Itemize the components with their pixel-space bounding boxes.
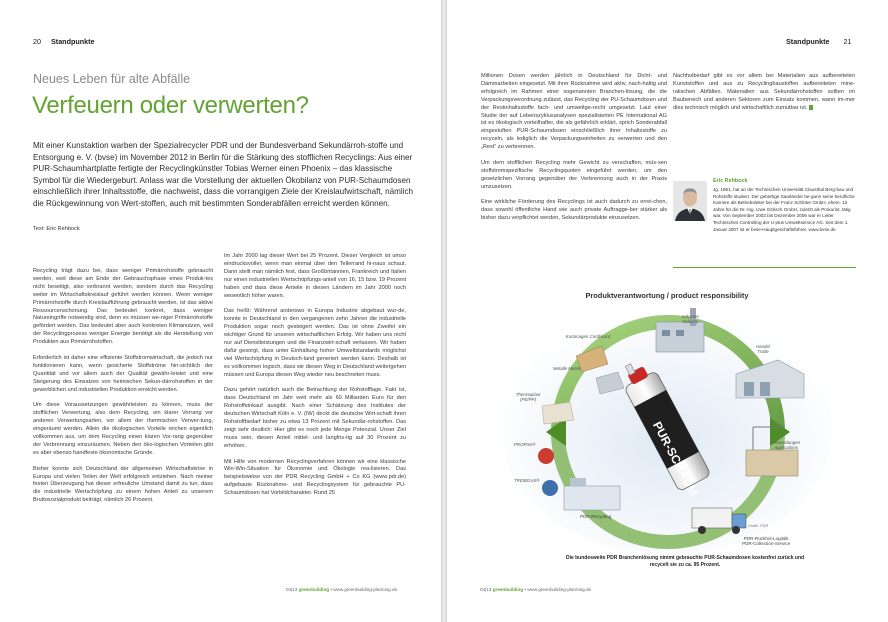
footer-issue: 04|13 (286, 587, 298, 592)
body-column-b (224, 253, 406, 506)
footer-issue: 04|13 (480, 587, 492, 592)
right-folio (786, 37, 852, 46)
label-anwendungen: Anwendungen Applications (772, 440, 801, 450)
diagram-credit: Grafik: PDR (748, 524, 769, 528)
paragraph: Dazu gehört natürlich auch die Betrachtung der Rohstofflage. Fakt ist, dass Deutschland im Jahr weit mehr als 60 Milliarden Euro für den Rohstoffeinkauf ausgibt. Nach einer Schätzung des Institutes der deutschen Wirtschaft Köln e. V. (IW) deckt die deutsche Wirt-schaft ihren Rohstoffbedarf bisher zu etwa 13 Prozent mit Sekundär-rohstoffen. Das zeigt sehr deutlich: Hier gibt es noch jede Menge Potenzial. Unser Ziel muss sein, diesen Anteil mittel- und langfris-tig auf 30 Prozent zu erhöhen. (224, 387, 406, 449)
paragraph: Recycling trägt dazu bei, dass weniger Primärrohstoffe gebraucht werden, weil diese am Ende der Gebrauchsphase eines Produk-tes nicht beseitigt, also verbrannt werden, sondern durch das Recycling weiter im Wirtschaftskreislauf geführt werden können. Wenn weniger Primärrohstoffe durch Kreislaufführung gebraucht werden, ist das aktive Ressourcenschonung. Das bedeutet konkret, dass weniger Natureingriffe notwendig sind, denn es müssen we-niger Primärrohstoffe gefördert werden. Das bedeutet aber auch konkreten Klimanutzen, weil der Recyclingprozess weniger Energie benötigt als die Herstellung von Produkten aus Primärrohstoffen. (33, 268, 213, 346)
body-column-d (673, 73, 855, 120)
paragraph: Das heißt: Während anderswo in Europa Industrie abgebaut wur-de, konnte in Deutschland in den vergangenen zehn Jahren die industrielle Produktion sogar noch gesteigert werden. Das ist ohne Zweifel ein wichtiger Grund für unseren wirtschaftlichen Erfolg. Wir haben uns nicht nur auf Dienstleistungen und die Finanzwirt-schaft verlassen. Wir haben dafür gesorgt, dass unter Einhaltung hoher Umweltstandards möglichst viel Wertschöpfung in Deutsch-land generiert werden kann. Deshalb ist es vollkommen logisch, dass wir diesen Weg in Deutschland weitergehen müssen und Europa diesen Weg wieder neu beschreiten muss. (224, 308, 406, 378)
product-responsibility-diagram (478, 282, 856, 570)
right-section-label: Standpunkte (786, 37, 830, 46)
diagram-title: Produktverantwortung / product responsibility (585, 291, 749, 300)
left-page-number: 20 (33, 37, 41, 46)
author-credit: Text: Eric Rehbock (33, 226, 80, 232)
end-mark (809, 105, 813, 110)
bio-text: Jg. 1961, hat an der Technischen Universität Clausthal Berg-bau und Rohstoffe studiert. Der gebürtige Saarländer be-gann seine berufliche Karriere als Betriebsleiter bei der Franz Schlüter GmbH, ehem. 12 Jahre für die Dr.-Ing. Uwe Görisch GmbH, zuletzt als Prokurist, tätig war. Von September 2003 bis Dezember 2006 war er Leiter Technisches Controlling der U-plus Umweltservice AG. Seit dem 1. Januar 2007 ist er bvse-Hauptgeschäftsführer. www.bvse.de (713, 187, 855, 232)
right-footer (480, 587, 591, 592)
paragraph: Im Jahr 2000 lag dieser Wert bei 25 Prozent. Dieser Vergleich ist umso eindrucksvoller, wenn man einmal über den Tellerrand hi-naus schaut. Dann stellt man nämlich fest, dass Großbritannien, Frankreich und Italien nur einen industriellen Wertschöpfungs-anteil von 16, 15 bzw. 19 Prozent haben und dass diese Anteile in diesen Ländern im Jahr 2000 noch wesentlich höher waren. (224, 253, 406, 299)
left-footer (286, 587, 397, 592)
paragraph: Um dem stofflichen Recycling mehr Gewicht zu verschaffen, müs-sen stoffstromspezifische Recyclingquoten eingeführt werden, um den gesetzlichen Vorrang gegenüber der Verbrennung auch in der Praxis umzusetzen. (481, 159, 667, 190)
footer-url: • www.greenbuilding-planning.de (330, 587, 398, 592)
paragraph: Bisher konnte sich Deutschland der allgemeinen Wirtschaftskrise in Europa und vielen Teilen der Welt erfolgreich entziehen. Nach meiner festen Überzeugung hat dieser erfreuliche Umstand damit zu tun, dass die industrielle Wertschöpfung zu einem hohen Anteil zu unserem Bruttosozialprodukt beiträgt, nämlich 26 Prozent. (33, 465, 213, 504)
paragraph: Erforderlich ist daher eine effiziente Stoffstromwirtschaft, die jedoch nur funktionieren kann, wenn gesicherte Stoffströme hin-sichtlich der Quantität und vor allem auch der Qualität gewähr-leistet und eine Steigerung des Einsatzes von heimischen Sekun-därrohstoffen in der gewerblichen und industriellen Produktion erreicht werden. (33, 354, 213, 393)
left-folio (33, 37, 95, 46)
diagram-illustration (478, 282, 856, 570)
author-photo (673, 181, 707, 221)
label-handel: Handel Trade (756, 344, 770, 354)
label-logistik: PDR-Rückhol-Logistik PDR-Collection-Service (742, 536, 791, 546)
footer-url: • www.greenbuilding-planning.de (524, 587, 592, 592)
label-propan: PROPAN® (514, 442, 536, 447)
body-column-c (481, 73, 667, 231)
left-section-label: Standpunkte (51, 37, 95, 46)
paragraph: Um diese Voraussetzungen gewährleisten zu können, muss der stofflichen Verwertung, also dem Recycling, ein klarer Vorrang vor anderen Verwertungsarten, vor allem der thermischen Verwer-tung, eingeräumt werden. Allein die ökologischen Vorteile reichen eigentlich vollkommen aus, um dem Recycling einen klaren Vor-rang gegenüber der Verbrennung einzuräumen. Neben den öko-logischen Vorteilen gibt es aber ebenso handfeste ökonomische Gründe. (33, 402, 213, 456)
bio-name: Eric Rehbock (713, 178, 748, 184)
label-thermoplast: Thermoplast (PE/PP) (515, 392, 541, 402)
label-industrie: Industrie Industry (682, 314, 699, 324)
label-recycling: PDR-Recycling (580, 514, 612, 519)
label-kartonagen: Kartonagen Cardboard (565, 334, 611, 339)
article-kicker: Neues Leben für alte Abfälle (33, 72, 191, 86)
article-headline: Verfeuern oder verwerten? (32, 92, 309, 119)
author-bio (673, 174, 856, 268)
can-label: PUR-SCHAUM (649, 419, 701, 499)
label-treibgas: TREIBGAS® (514, 478, 540, 483)
article-lead: Mit einer Kunstaktion warben der Spezialrecycler PDR und der Bundesverband Sekundärroh-stoffe und Entsorgung e. V. (bvse) im November 2012 in Berlin für die Stärkung des stofflichen Recyclings: Aus einer PUR-Schaumhartplatte fertigte der Recyclingkünstler Tobias Werner einen Phoenix – das klassische Symbol für die Wiedergeburt. Anlass war die Vorstellung der aktuellen Ökobilanz von PUR-Schaumdosen einschließlich ihrer Inhaltsstoffe, die nachweist, dass die vorrangigen Ziele der Kreislaufwirtschaft, nämlich die Rückgewinnung von Wert-stoffen, auch mit bestimmten Sonderabfällen erreicht werden können. (33, 141, 413, 208)
paragraph: Nachholbedarf gibt es vor allem bei Materialien aus aufbereiteten Kunststoffen und aus zu Recyclingbaustoffen aufbereiteten mine-ralischen Abfällen. Materialien aus Sekundärrohstoffen sollten im Baubereich und anderen Sektoren zum Einsatz kommen, wann im-mer dies technisch möglich und wirtschaftlich zumutbar ist. (673, 73, 855, 111)
left-page (0, 0, 441, 622)
label-metalle: Metalle Metals (552, 366, 582, 371)
right-page-number: 21 (843, 37, 852, 46)
body-column-a (33, 268, 213, 513)
paragraph: Eine wirkliche Förderung des Recyclings ist auch dadurch zu errei-chen, dass sowohl öffentliche Hand wie auch private Auftragge-ber stärker als bisher dazu verpflichtet werden, Sekundärprodukte einzusetzen. (481, 199, 667, 222)
paragraph: Mit Hilfe von modernen Recyclingverfahren können wir eine klassische Win-Win-Situation für Ökonomie und Ökologie rea-lisieren. Das beispielsweise von der PDR Recycling GmbH + Co KG (www.pdr.de) aufgebaute Rücknahme- und Recyclingsystem für gebrauchte PU-Schaumdosen hat Vorbildcharakter. Rund 25 (224, 458, 406, 497)
diagram-caption: Die bundesweite PDR Branchenlösung nimmt gebrauchte PUR-Schaumdosen kostenfrei zurück und recycelt sie zu ca. 95 Prozent. (565, 555, 805, 568)
paragraph: Millionen Dosen werden jährlich in Deutschland für Dicht- und Dämmarbeiten eingesetzt. Mit ihrer Rücknahme wird aktiv, nach-haltig und erfolgreich im Rahmen einer sogenannten Branchen-lösung, die die Verpackungsverordnung zulässt, das Recycling der PU-Schaumdosen und der Restinhaltsstoffe fach- und umweltge-recht umgesetzt. Laut einer Studie der auf Lebenszyklusanalysen spezialisierten PE International AG ist es ökologisch vorteilhafter, die als gefährlich erklärt, sprich Sonderabfall eingestuften PUR-Schaumdosen einschließlich ihrer Inhaltsstoffe zu recyceln, als lediglich die Verpackungseinheiten zu verwerten und den „Rest“ zu verbrennen. (481, 73, 667, 151)
footer-brand: greenbuilding (298, 587, 330, 592)
footer-brand: greenbuilding (492, 587, 524, 592)
